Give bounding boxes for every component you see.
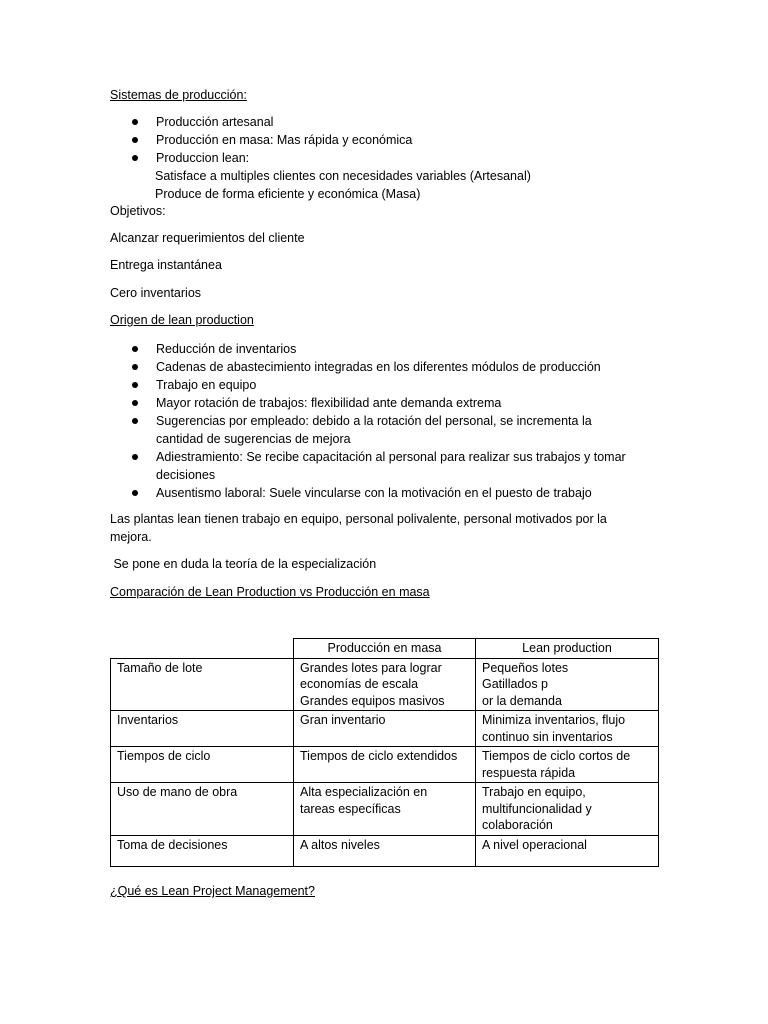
bullet-icon	[132, 454, 138, 460]
list-item: Ausentismo laboral: Suele vincularse con la motivación en el puesto de trabajo	[110, 484, 650, 502]
row-label: Inventarios	[111, 711, 294, 747]
table-row	[111, 711, 659, 747]
bullet-icon	[132, 490, 138, 496]
sub-item-artesanal: Satisface a multiples clientes con necesidades variables (Artesanal)	[155, 169, 531, 183]
section-heading-sistemas: Sistemas de producción:	[110, 88, 247, 102]
list-item: Producción artesanal	[110, 113, 670, 131]
bullet-icon	[132, 418, 138, 424]
list-item: Produccion lean:	[110, 149, 670, 167]
bullet-icon	[132, 382, 138, 388]
cell-masa: Alta especialización en tareas específicas	[294, 783, 476, 836]
objetivos-label: Objetivos:	[110, 204, 166, 218]
column-header-masa: Producción en masa	[294, 639, 476, 659]
table-corner-cell	[111, 639, 294, 659]
cell-lean: A nivel operacional	[476, 835, 659, 866]
list-item: Reducción de inventarios	[110, 340, 650, 358]
list-item: Sugerencias por empleado: debido a la rotación del personal, se incrementa la cantidad de sugerencias de mejora	[110, 412, 650, 448]
table-header-row	[111, 639, 659, 659]
bullet-icon	[132, 346, 138, 352]
cell-lean: Trabajo en equipo, multifuncionalidad y colaboración	[476, 783, 659, 836]
table-row	[111, 747, 659, 783]
objetivo-item: Alcanzar requerimientos del cliente	[110, 231, 305, 245]
origen-bullet-list	[110, 340, 650, 502]
cell-lean: Pequeños lotes Gatillados p or la demanda	[476, 658, 659, 711]
table-row	[111, 658, 659, 711]
bullet-icon	[132, 119, 138, 125]
cell-masa: Tiempos de ciclo extendidos	[294, 747, 476, 783]
paragraph-plantas-lean: Las plantas lean tienen trabajo en equipo, personal polivalente, personal motivados por la mejora.	[110, 512, 607, 544]
row-label: Toma de decisiones	[111, 835, 294, 866]
section-heading-origen: Origen de lean production	[110, 313, 254, 327]
cell-masa: A altos niveles	[294, 835, 476, 866]
objetivo-item: Cero inventarios	[110, 286, 202, 300]
cell-lean: Tiempos de ciclo cortos de respuesta rápida	[476, 747, 659, 783]
row-label: Tiempos de ciclo	[111, 747, 294, 783]
paragraph-especializacion: Se pone en duda la teoría de la especialización	[110, 557, 377, 571]
section-heading-comparacion: Comparación de Lean Production vs Producción en masa	[110, 585, 430, 599]
list-item: Adiestramiento: Se recibe capacitación al personal para realizar sus trabajos y tomar decisiones	[110, 448, 650, 484]
cell-lean: Minimiza inventarios, flujo continuo sin inventarios	[476, 711, 659, 747]
bullet-icon	[132, 400, 138, 406]
bullet-icon	[132, 364, 138, 370]
list-item: Trabajo en equipo	[110, 376, 650, 394]
bullet-icon	[132, 155, 138, 161]
table-row	[111, 783, 659, 836]
cell-masa: Gran inventario	[294, 711, 476, 747]
list-item: Mayor rotación de trabajos: flexibilidad ante demanda extrema	[110, 394, 650, 412]
list-item: Cadenas de abastecimiento integradas en los diferentes módulos de producción	[110, 358, 650, 376]
list-item: Producción en masa: Mas rápida y económica	[110, 131, 670, 149]
comparison-table	[110, 638, 659, 867]
column-header-lean: Lean production	[476, 639, 659, 659]
table-row	[111, 835, 659, 866]
cell-masa: Grandes lotes para lograr economías de escala Grandes equipos masivos	[294, 658, 476, 711]
sub-item-masa: Produce de forma eficiente y económica (Masa)	[155, 187, 421, 201]
sistemas-bullet-list	[110, 113, 670, 167]
objetivo-item: Entrega instantánea	[110, 258, 222, 272]
section-heading-lpm: ¿Qué es Lean Project Management?	[110, 884, 315, 898]
row-label: Tamaño de lote	[111, 658, 294, 711]
bullet-icon	[132, 137, 138, 143]
row-label: Uso de mano de obra	[111, 783, 294, 836]
